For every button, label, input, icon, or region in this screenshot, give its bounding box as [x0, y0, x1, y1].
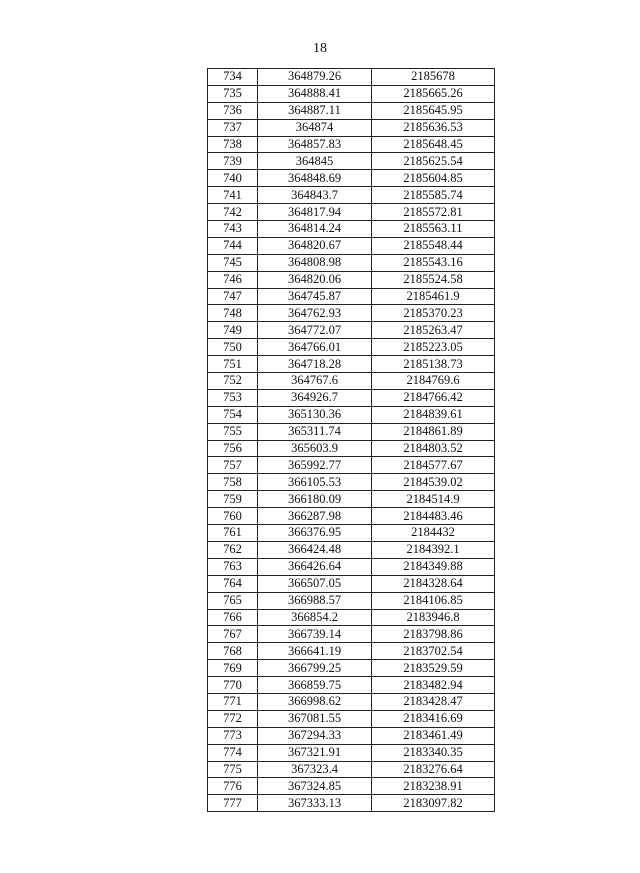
table-row	[208, 102, 495, 119]
point-number-cell: 768	[208, 643, 258, 660]
y-coordinate-cell: 2184514.9	[372, 491, 495, 508]
x-coordinate-cell: 364857.83	[258, 136, 372, 153]
y-coordinate-cell: 2183946.8	[372, 609, 495, 626]
y-coordinate-cell: 2183238.91	[372, 778, 495, 795]
y-coordinate-cell: 2184349.88	[372, 558, 495, 575]
y-coordinate-cell: 2184861.89	[372, 423, 495, 440]
table-row	[208, 153, 495, 170]
y-coordinate-cell: 2185604.85	[372, 170, 495, 187]
table-row	[208, 457, 495, 474]
y-coordinate-cell: 2184328.64	[372, 575, 495, 592]
point-number-cell: 735	[208, 85, 258, 102]
table-row	[208, 474, 495, 491]
y-coordinate-cell: 2185665.26	[372, 85, 495, 102]
table-row	[208, 575, 495, 592]
x-coordinate-cell: 364814.24	[258, 221, 372, 238]
point-number-cell: 770	[208, 677, 258, 694]
y-coordinate-cell: 2183340.35	[372, 744, 495, 761]
x-coordinate-cell: 366799.25	[258, 660, 372, 677]
table-row	[208, 237, 495, 254]
table-row	[208, 795, 495, 812]
x-coordinate-cell: 367081.55	[258, 710, 372, 727]
point-number-cell: 754	[208, 406, 258, 423]
table-row	[208, 187, 495, 204]
x-coordinate-cell: 366854.2	[258, 609, 372, 626]
x-coordinate-cell: 364926.7	[258, 389, 372, 406]
x-coordinate-cell: 367321.91	[258, 744, 372, 761]
table-row	[208, 373, 495, 390]
table-row	[208, 778, 495, 795]
table-row	[208, 440, 495, 457]
y-coordinate-cell: 2184392.1	[372, 541, 495, 558]
table-row	[208, 288, 495, 305]
point-number-cell: 740	[208, 170, 258, 187]
x-coordinate-cell: 364820.67	[258, 237, 372, 254]
y-coordinate-cell: 2184577.67	[372, 457, 495, 474]
x-coordinate-cell: 367294.33	[258, 727, 372, 744]
point-number-cell: 751	[208, 356, 258, 373]
x-coordinate-cell: 365130.36	[258, 406, 372, 423]
y-coordinate-cell: 2185524.58	[372, 271, 495, 288]
y-coordinate-cell: 2184839.61	[372, 406, 495, 423]
x-coordinate-cell: 364888.41	[258, 85, 372, 102]
point-number-cell: 739	[208, 153, 258, 170]
y-coordinate-cell: 2185370.23	[372, 305, 495, 322]
x-coordinate-cell: 364808.98	[258, 254, 372, 271]
point-number-cell: 734	[208, 69, 258, 86]
x-coordinate-cell: 364887.11	[258, 102, 372, 119]
y-coordinate-cell: 2183428.47	[372, 693, 495, 710]
point-number-cell: 777	[208, 795, 258, 812]
point-number-cell: 776	[208, 778, 258, 795]
y-coordinate-cell: 2185543.16	[372, 254, 495, 271]
table-row	[208, 204, 495, 221]
x-coordinate-cell: 367323.4	[258, 761, 372, 778]
x-coordinate-cell: 364817.94	[258, 204, 372, 221]
point-number-cell: 756	[208, 440, 258, 457]
x-coordinate-cell: 364762.93	[258, 305, 372, 322]
table-row	[208, 508, 495, 525]
table-row	[208, 643, 495, 660]
x-coordinate-cell: 365311.74	[258, 423, 372, 440]
y-coordinate-cell: 2185572.81	[372, 204, 495, 221]
x-coordinate-cell: 366998.62	[258, 693, 372, 710]
table-row	[208, 626, 495, 643]
point-number-cell: 772	[208, 710, 258, 727]
y-coordinate-cell: 2183416.69	[372, 710, 495, 727]
y-coordinate-cell: 2184539.02	[372, 474, 495, 491]
x-coordinate-cell: 364820.06	[258, 271, 372, 288]
table-row	[208, 170, 495, 187]
x-coordinate-cell: 367333.13	[258, 795, 372, 812]
y-coordinate-cell: 2185563.11	[372, 221, 495, 238]
table-row	[208, 541, 495, 558]
table-row	[208, 271, 495, 288]
y-coordinate-cell: 2185678	[372, 69, 495, 86]
table-row	[208, 491, 495, 508]
y-coordinate-cell: 2185645.95	[372, 102, 495, 119]
y-coordinate-cell: 2185461.9	[372, 288, 495, 305]
x-coordinate-cell: 366641.19	[258, 643, 372, 660]
point-number-cell: 757	[208, 457, 258, 474]
point-number-cell: 738	[208, 136, 258, 153]
table-row	[208, 660, 495, 677]
y-coordinate-cell: 2184106.85	[372, 592, 495, 609]
table-row	[208, 85, 495, 102]
point-number-cell: 767	[208, 626, 258, 643]
point-number-cell: 743	[208, 221, 258, 238]
table-row	[208, 221, 495, 238]
table-row	[208, 119, 495, 136]
y-coordinate-cell: 2185585.74	[372, 187, 495, 204]
point-number-cell: 746	[208, 271, 258, 288]
table-row	[208, 423, 495, 440]
point-number-cell: 763	[208, 558, 258, 575]
y-coordinate-cell: 2185223.05	[372, 339, 495, 356]
x-coordinate-cell: 366988.57	[258, 592, 372, 609]
point-number-cell: 759	[208, 491, 258, 508]
point-number-cell: 760	[208, 508, 258, 525]
point-number-cell: 747	[208, 288, 258, 305]
y-coordinate-cell: 2184769.6	[372, 373, 495, 390]
y-coordinate-cell: 2184483.46	[372, 508, 495, 525]
y-coordinate-cell: 2185625.54	[372, 153, 495, 170]
point-number-cell: 762	[208, 541, 258, 558]
x-coordinate-cell: 366180.09	[258, 491, 372, 508]
y-coordinate-cell: 2183461.49	[372, 727, 495, 744]
x-coordinate-cell: 366105.53	[258, 474, 372, 491]
table-row	[208, 592, 495, 609]
y-coordinate-cell: 2183482.94	[372, 677, 495, 694]
point-number-cell: 752	[208, 373, 258, 390]
x-coordinate-cell: 364843.7	[258, 187, 372, 204]
point-number-cell: 758	[208, 474, 258, 491]
y-coordinate-cell: 2185138.73	[372, 356, 495, 373]
x-coordinate-cell: 366859.75	[258, 677, 372, 694]
x-coordinate-cell: 364767.6	[258, 373, 372, 390]
y-coordinate-cell: 2185636.53	[372, 119, 495, 136]
x-coordinate-cell: 365603.9	[258, 440, 372, 457]
y-coordinate-cell: 2183702.54	[372, 643, 495, 660]
table-row	[208, 69, 495, 86]
point-number-cell: 749	[208, 322, 258, 339]
point-number-cell: 745	[208, 254, 258, 271]
table-row	[208, 389, 495, 406]
x-coordinate-cell: 366739.14	[258, 626, 372, 643]
point-number-cell: 771	[208, 693, 258, 710]
x-coordinate-cell: 366424.48	[258, 541, 372, 558]
point-number-cell: 750	[208, 339, 258, 356]
x-coordinate-cell: 364848.69	[258, 170, 372, 187]
table-row	[208, 406, 495, 423]
point-number-cell: 761	[208, 525, 258, 542]
y-coordinate-cell: 2183798.86	[372, 626, 495, 643]
x-coordinate-cell: 365992.77	[258, 457, 372, 474]
y-coordinate-cell: 2183529.59	[372, 660, 495, 677]
point-number-cell: 737	[208, 119, 258, 136]
table-row	[208, 761, 495, 778]
coordinates-table	[207, 68, 495, 812]
y-coordinate-cell: 2185548.44	[372, 237, 495, 254]
x-coordinate-cell: 364745.87	[258, 288, 372, 305]
page-number: 18	[313, 41, 327, 56]
y-coordinate-cell: 2185648.45	[372, 136, 495, 153]
x-coordinate-cell: 366426.64	[258, 558, 372, 575]
x-coordinate-cell: 366287.98	[258, 508, 372, 525]
y-coordinate-cell: 2184803.52	[372, 440, 495, 457]
x-coordinate-cell: 364879.26	[258, 69, 372, 86]
point-number-cell: 755	[208, 423, 258, 440]
x-coordinate-cell: 366376.95	[258, 525, 372, 542]
table-row	[208, 339, 495, 356]
y-coordinate-cell: 2185263.47	[372, 322, 495, 339]
point-number-cell: 736	[208, 102, 258, 119]
point-number-cell: 773	[208, 727, 258, 744]
point-number-cell: 742	[208, 204, 258, 221]
table-row	[208, 558, 495, 575]
point-number-cell: 764	[208, 575, 258, 592]
table-row	[208, 744, 495, 761]
x-coordinate-cell: 364845	[258, 153, 372, 170]
point-number-cell: 769	[208, 660, 258, 677]
point-number-cell: 766	[208, 609, 258, 626]
x-coordinate-cell: 366507.05	[258, 575, 372, 592]
table-row	[208, 677, 495, 694]
table-row	[208, 525, 495, 542]
point-number-cell: 775	[208, 761, 258, 778]
table-row	[208, 136, 495, 153]
point-number-cell: 765	[208, 592, 258, 609]
point-number-cell: 753	[208, 389, 258, 406]
table-row	[208, 356, 495, 373]
point-number-cell: 774	[208, 744, 258, 761]
table-row	[208, 609, 495, 626]
x-coordinate-cell: 364772.07	[258, 322, 372, 339]
point-number-cell: 744	[208, 237, 258, 254]
y-coordinate-cell: 2184432	[372, 525, 495, 542]
y-coordinate-cell: 2183276.64	[372, 761, 495, 778]
table-row	[208, 254, 495, 271]
x-coordinate-cell: 364718.28	[258, 356, 372, 373]
y-coordinate-cell: 2184766.42	[372, 389, 495, 406]
table-row	[208, 693, 495, 710]
table-row	[208, 710, 495, 727]
x-coordinate-cell: 364766.01	[258, 339, 372, 356]
point-number-cell: 741	[208, 187, 258, 204]
table-row	[208, 322, 495, 339]
y-coordinate-cell: 2183097.82	[372, 795, 495, 812]
x-coordinate-cell: 367324.85	[258, 778, 372, 795]
coordinates-table-body	[208, 69, 495, 812]
table-row	[208, 727, 495, 744]
point-number-cell: 748	[208, 305, 258, 322]
x-coordinate-cell: 364874	[258, 119, 372, 136]
table-row	[208, 305, 495, 322]
